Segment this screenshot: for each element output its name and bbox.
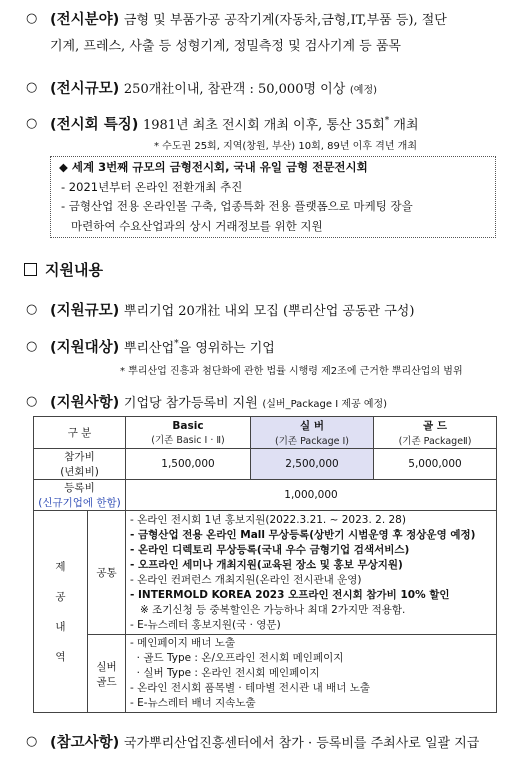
fee-gold: 5,000,000 bbox=[374, 449, 497, 480]
item-text-cont: 기계, 프레스, 사출 등 성형기계, 정밀측정 및 검사기계 등 품목 bbox=[50, 39, 401, 54]
list-item: - 온라인 디렉토리 무상등록(국내 우수 금형기업 검색서비스) bbox=[130, 543, 410, 556]
circle-bullet-icon: ○ bbox=[26, 734, 38, 749]
item-text: 뿌리산업 bbox=[123, 341, 175, 356]
item-suffix: (예정) bbox=[349, 85, 378, 96]
header-gold: 골 드 (기존 PackageⅡ) bbox=[374, 417, 497, 449]
item-label: (전시회 특징) bbox=[50, 117, 139, 133]
item-text: 250개社이내, 참관객 : 50,000명 이상 bbox=[123, 82, 346, 97]
header-silver: 실 버 (기존 Package Ⅰ) bbox=[251, 417, 374, 449]
box-line: - 2021년부터 온라인 전환개최 추진 bbox=[61, 180, 243, 194]
list-item: - INTERMOLD KOREA 2023 오프라인 전시회 참가비 10% 할인 bbox=[130, 588, 450, 601]
common-label: 공통 bbox=[88, 511, 126, 635]
section-heading: 지원내용 bbox=[24, 259, 103, 280]
item-sup: * bbox=[384, 116, 390, 127]
fee-label: 참가비 (년회비) bbox=[34, 449, 126, 480]
item-label: (지원사항) bbox=[50, 395, 120, 411]
item-text-end: 을 영위하는 기업 bbox=[178, 341, 275, 356]
box-line: 마련하여 수요산업과의 상시 거래정보를 위한 지원 bbox=[71, 219, 323, 233]
fee-silver: 2,500,000 bbox=[251, 449, 374, 480]
list-item: ※ 조기신청 등 중복할인은 가능하나 최대 2가지만 적용함. bbox=[130, 603, 406, 616]
item-text: 뿌리기업 20개社 내외 모집 (뿌리산업 공동관 구성) bbox=[123, 304, 415, 319]
list-item: - 메인페이지 배너 노출 bbox=[130, 637, 236, 649]
circle-bullet-icon: ○ bbox=[26, 11, 38, 26]
item-note: * 뿌리산업 진흥과 첨단화에 관한 법률 시행령 제2조에 근거한 뿌리산업의 범위 bbox=[120, 366, 463, 377]
circle-bullet-icon: ○ bbox=[26, 116, 38, 131]
item-text: 금형 및 부품가공 공작기계(자동차,금형,IT,부품 등), 절단 bbox=[123, 13, 447, 28]
list-item: - E-뉴스레터 배너 지속노출 bbox=[130, 697, 256, 709]
item-text: 기업당 참가등록비 지원 bbox=[123, 396, 258, 411]
item-label: (전시분야) bbox=[50, 12, 120, 28]
common-list bbox=[126, 511, 497, 635]
list-item: - 온라인 전시회 품목별 · 테마별 전시관 내 배너 노출 bbox=[130, 682, 371, 694]
item-sup: * bbox=[174, 339, 179, 350]
reg-label: 등록비 (신규기업에 한함) bbox=[34, 480, 126, 511]
circle-bullet-icon: ○ bbox=[26, 80, 38, 95]
circle-bullet-icon: ○ bbox=[26, 394, 38, 409]
item-label: (전시규모) bbox=[50, 81, 120, 97]
list-item: - 온라인 전시회 1년 홍보지원(2022.3.21. ~ 2023. 2. 28) bbox=[130, 513, 406, 526]
item-label: (참고사항) bbox=[50, 735, 120, 751]
box-headline: ◆ 세계 3번째 규모의 금형전시회, 국내 유일 금형 전문전시회 bbox=[59, 160, 368, 174]
square-icon bbox=[24, 263, 37, 276]
silver-gold-list bbox=[126, 635, 497, 713]
feature-box bbox=[50, 156, 496, 238]
silver-gold-label: 실버 골드 bbox=[88, 635, 126, 713]
header-basic: Basic (기존 Basic Ⅰ · Ⅱ) bbox=[126, 417, 251, 449]
reg-value: 1,000,000 bbox=[126, 480, 497, 511]
item-note: * 수도권 25회, 지역(창원, 부산) 10회, 89년 이후 격년 개최 bbox=[154, 141, 418, 152]
box-line: - 금형산업 전용 온라인몰 구축, 업종특화 전용 플랫폼으로 마케팅 장을 bbox=[61, 199, 413, 213]
item-label: (지원대상) bbox=[50, 340, 120, 356]
header-gubun: 구 분 bbox=[34, 417, 126, 449]
circle-bullet-icon: ○ bbox=[26, 302, 38, 317]
package-table bbox=[33, 416, 497, 713]
list-item: - E-뉴스레터 홍보지원(국 · 영문) bbox=[130, 618, 281, 631]
circle-bullet-icon: ○ bbox=[26, 339, 38, 354]
item-suffix: (실버_Package Ⅰ 제공 예정) bbox=[262, 399, 388, 410]
item-text: 국가뿌리산업진흥센터에서 참가 · 등록비를 주최사로 일괄 지급 bbox=[123, 736, 480, 751]
item-label: (지원규모) bbox=[50, 303, 120, 319]
provide-label: 제 공 내 역 bbox=[34, 511, 88, 713]
item-text-end: 개최 bbox=[389, 118, 419, 133]
list-item: - 온라인 컨퍼런스 개최지원(온라인 전시관내 운영) bbox=[130, 573, 362, 586]
fee-basic: 1,500,000 bbox=[126, 449, 251, 480]
list-item: · 실버 Type : 온라인 전시회 메인페이지 bbox=[130, 667, 320, 679]
list-item: - 오프라인 세미나 개최지원(교육된 장소 및 홍보 무상지원) bbox=[130, 558, 403, 571]
list-item: - 금형산업 전용 온라인 Mall 무상등록(상반기 시범운영 후 정상운영 예정) bbox=[130, 528, 476, 541]
list-item: · 골드 Type : 온/오프라인 전시회 메인페이지 bbox=[130, 652, 344, 664]
item-text: 1981년 최초 전시회 개최 이후, 통산 35회 bbox=[142, 118, 385, 133]
